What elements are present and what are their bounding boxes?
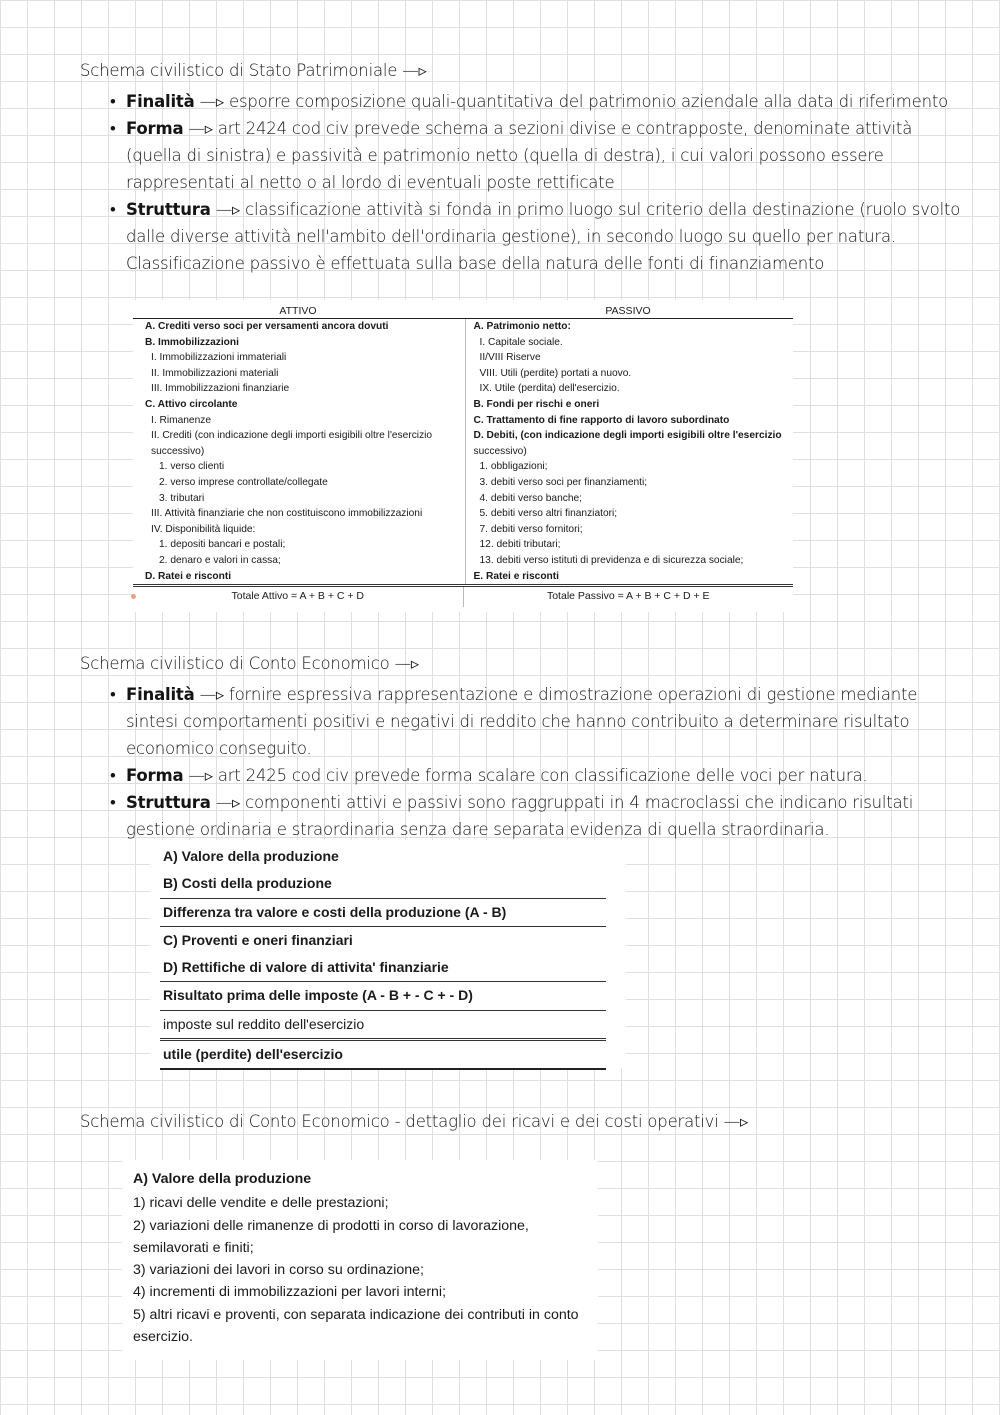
totale-passivo: Totale Passivo = A + B + C + D + E bbox=[463, 587, 794, 607]
ce-row: imposte sul reddito dell'esercizio bbox=[160, 1011, 606, 1041]
bullet-label: Finalità bbox=[126, 92, 195, 111]
detail-item: 2) variazioni delle rimanenze di prodotti in corso di lavorazione, semilavorati e finiti; bbox=[133, 1217, 529, 1256]
passivo-row: VIII. Utili (perdite) portati a nuovo. bbox=[479, 367, 632, 379]
attivo-row: I. Immobilizzazioni immateriali bbox=[151, 352, 287, 364]
passivo-row: A. Patrimonio netto: bbox=[473, 321, 571, 332]
stato-patrimoniale-table-panel bbox=[133, 300, 793, 612]
ce-row: C) Proventi e oneri finanziari bbox=[163, 931, 353, 948]
passivo-row: 5. debiti verso altri finanziatori; bbox=[479, 508, 618, 520]
ce-row: Risultato prima delle imposte (A - B + - C + - D) bbox=[160, 982, 606, 1010]
detail-title: A) Valore della produzione bbox=[133, 1171, 312, 1187]
ce-bullet-struttura bbox=[110, 789, 970, 843]
attivo-row: A. Crediti verso soci per versamenti ancora dovuti bbox=[145, 321, 389, 332]
attivo-row: 2. verso imprese controllate/collegate bbox=[159, 476, 328, 488]
detail-item: 4) incrementi di immobilizzazioni per lavori interni; bbox=[133, 1284, 447, 1301]
sp-table-header bbox=[133, 300, 793, 319]
attivo-row: IV. Disponibilità liquide: bbox=[151, 523, 256, 535]
passivo-row: 4. debiti verso banche; bbox=[479, 492, 583, 504]
bullet-text: —▹ classificazione attività si fonda in primo luogo sul criterio della destinazione (ruolo svolto dalle diverse attività nell'ambito dell'ordinaria gestione), in secondo luogo su quello per natura. Classificazione passivo è effettuata sulla base della natura delle fonti di finanziamento bbox=[126, 200, 961, 273]
bullet-text: —▹ art 2425 cod civ prevede forma scalare con classificazione delle voci per natura. bbox=[183, 766, 868, 785]
sp-table-footer bbox=[133, 584, 793, 607]
conto-economico-table bbox=[160, 843, 606, 1070]
detail-list bbox=[133, 1168, 593, 1348]
decorative-dot bbox=[131, 594, 136, 599]
passivo-row: I. Capitale sociale. bbox=[479, 336, 563, 348]
bullet-label: Struttura bbox=[126, 200, 211, 219]
conto-economico-table-panel bbox=[150, 840, 626, 1068]
ce-row: D) Rettifiche di valore di attivita' finanziarie bbox=[160, 954, 606, 982]
ce-row: utile (perdite) dell'esercizio bbox=[160, 1041, 606, 1070]
bullet-label: Forma bbox=[126, 766, 184, 785]
detail-panel bbox=[122, 1160, 598, 1360]
attivo-row: 3. tributari bbox=[159, 492, 205, 504]
totale-attivo: Totale Attivo = A + B + C + D bbox=[231, 590, 364, 603]
ce-bullet-list bbox=[110, 681, 970, 843]
detail-item: 1) ricavi delle vendite e delle prestazioni; bbox=[133, 1195, 389, 1212]
passivo-row: 12. debiti tributari; bbox=[479, 539, 561, 551]
attivo-row: II. Immobilizzazioni materiali bbox=[151, 367, 279, 379]
ce-row: Differenza tra valore e costi della produzione (A - B) bbox=[160, 899, 606, 927]
attivo-row: III. Attività finanziarie che non costituiscono immobilizzazioni bbox=[151, 508, 423, 520]
passivo-row: C. Trattamento di fine rapporto di lavoro subordinato bbox=[473, 414, 730, 426]
attivo-row: I. Rimanenze bbox=[151, 414, 212, 426]
passivo-column bbox=[465, 319, 794, 584]
bullet-text: —▹ componenti attivi e passivi sono raggruppati in 4 macroclassi che indicano risultati gestione ordinaria e straordinaria senza dare separata evidenza di quella straordinaria. bbox=[126, 793, 914, 839]
bullet-text: —▹ esporre composizione quali-quantitativa del patrimonio aziendale alla data di riferimento bbox=[194, 92, 949, 111]
passivo-row: E. Ratei e risconti bbox=[473, 570, 559, 582]
header-attivo: ATTIVO bbox=[279, 305, 317, 317]
attivo-row: successivo) bbox=[151, 445, 205, 457]
ce-row: A) Valore della produzione bbox=[163, 848, 339, 864]
passivo-row: 13. debiti verso istituti di previdenza e di sicurezza sociale; bbox=[479, 554, 744, 566]
stato-patrimoniale-table bbox=[133, 300, 793, 607]
passivo-row: II/VIII Riserve bbox=[479, 352, 541, 364]
attivo-row: B. Immobilizzazioni bbox=[145, 336, 239, 348]
detail-item: 5) altri ricavi e proventi, con separata indicazione dei contributi in conto esercizio. bbox=[133, 1306, 579, 1346]
detail-item: 3) variazioni dei lavori in corso su ordinazione; bbox=[133, 1262, 424, 1279]
attivo-row: 1. verso clienti bbox=[159, 461, 225, 473]
passivo-row: IX. Utile (perdita) dell'esercizio. bbox=[479, 383, 620, 395]
attivo-row: 1. depositi bancari e postali; bbox=[159, 539, 286, 551]
sp-bullet-forma bbox=[110, 115, 970, 196]
ce-bullet-forma bbox=[110, 762, 970, 789]
sp-bullet-finalita bbox=[110, 88, 970, 115]
bullet-text: —▹ fornire espressiva rappresentazione e dimostrazione operazioni di gestione mediante sintesi comportamenti positivi e negativi di reddito che hanno contribuito a determinare risultato economico conseguito. bbox=[126, 685, 918, 758]
passivo-row: 1. obbligazioni; bbox=[479, 461, 548, 473]
attivo-column bbox=[133, 319, 465, 584]
passivo-row: D. Debiti, (con indicazione degli importi esigibili oltre l'esercizio bbox=[473, 430, 782, 442]
bullet-label: Struttura bbox=[126, 793, 211, 812]
ce-bullet-finalita bbox=[110, 681, 970, 762]
ce-heading: Schema civilistico di Conto Economico —▹ bbox=[80, 654, 419, 673]
attivo-row: D. Ratei e risconti bbox=[145, 570, 232, 582]
header-passivo: PASSIVO bbox=[605, 305, 651, 317]
attivo-row: 2. denaro e valori in cassa; bbox=[159, 554, 281, 566]
passivo-row: successivo) bbox=[473, 445, 527, 457]
sp-table-body bbox=[133, 319, 793, 584]
passivo-row: 7. debiti verso fornitori; bbox=[479, 523, 583, 535]
bullet-text: —▹ art 2424 cod civ prevede schema a sezioni divise e contrapposte, denominate attività (quella di sinistra) e passività e patrimonio netto (quella di destra), i cui valori possono essere rappresentati al netto o al lordo di eventuali poste rettificate bbox=[126, 119, 913, 192]
attivo-row: C. Attivo circolante bbox=[145, 398, 238, 410]
attivo-row: III. Immobilizzazioni finanziarie bbox=[151, 383, 290, 395]
ce-row: B) Costi della produzione bbox=[160, 870, 606, 898]
sp-heading: Schema civilistico di Stato Patrimoniale —▹ bbox=[80, 61, 427, 80]
detail-heading: Schema civilistico di Conto Economico - dettaglio dei ricavi e dei costi operativi —▹ bbox=[80, 1112, 749, 1131]
sp-bullet-list bbox=[110, 88, 970, 277]
bullet-label: Forma bbox=[126, 119, 184, 138]
attivo-row: II. Crediti (con indicazione degli importi esigibili oltre l'esercizio bbox=[151, 430, 433, 442]
bullet-label: Finalità bbox=[126, 685, 195, 704]
passivo-row: 3. debiti verso soci per finanziamenti; bbox=[479, 476, 648, 488]
passivo-row: B. Fondi per rischi e oneri bbox=[473, 398, 600, 410]
sp-bullet-struttura bbox=[110, 196, 970, 277]
